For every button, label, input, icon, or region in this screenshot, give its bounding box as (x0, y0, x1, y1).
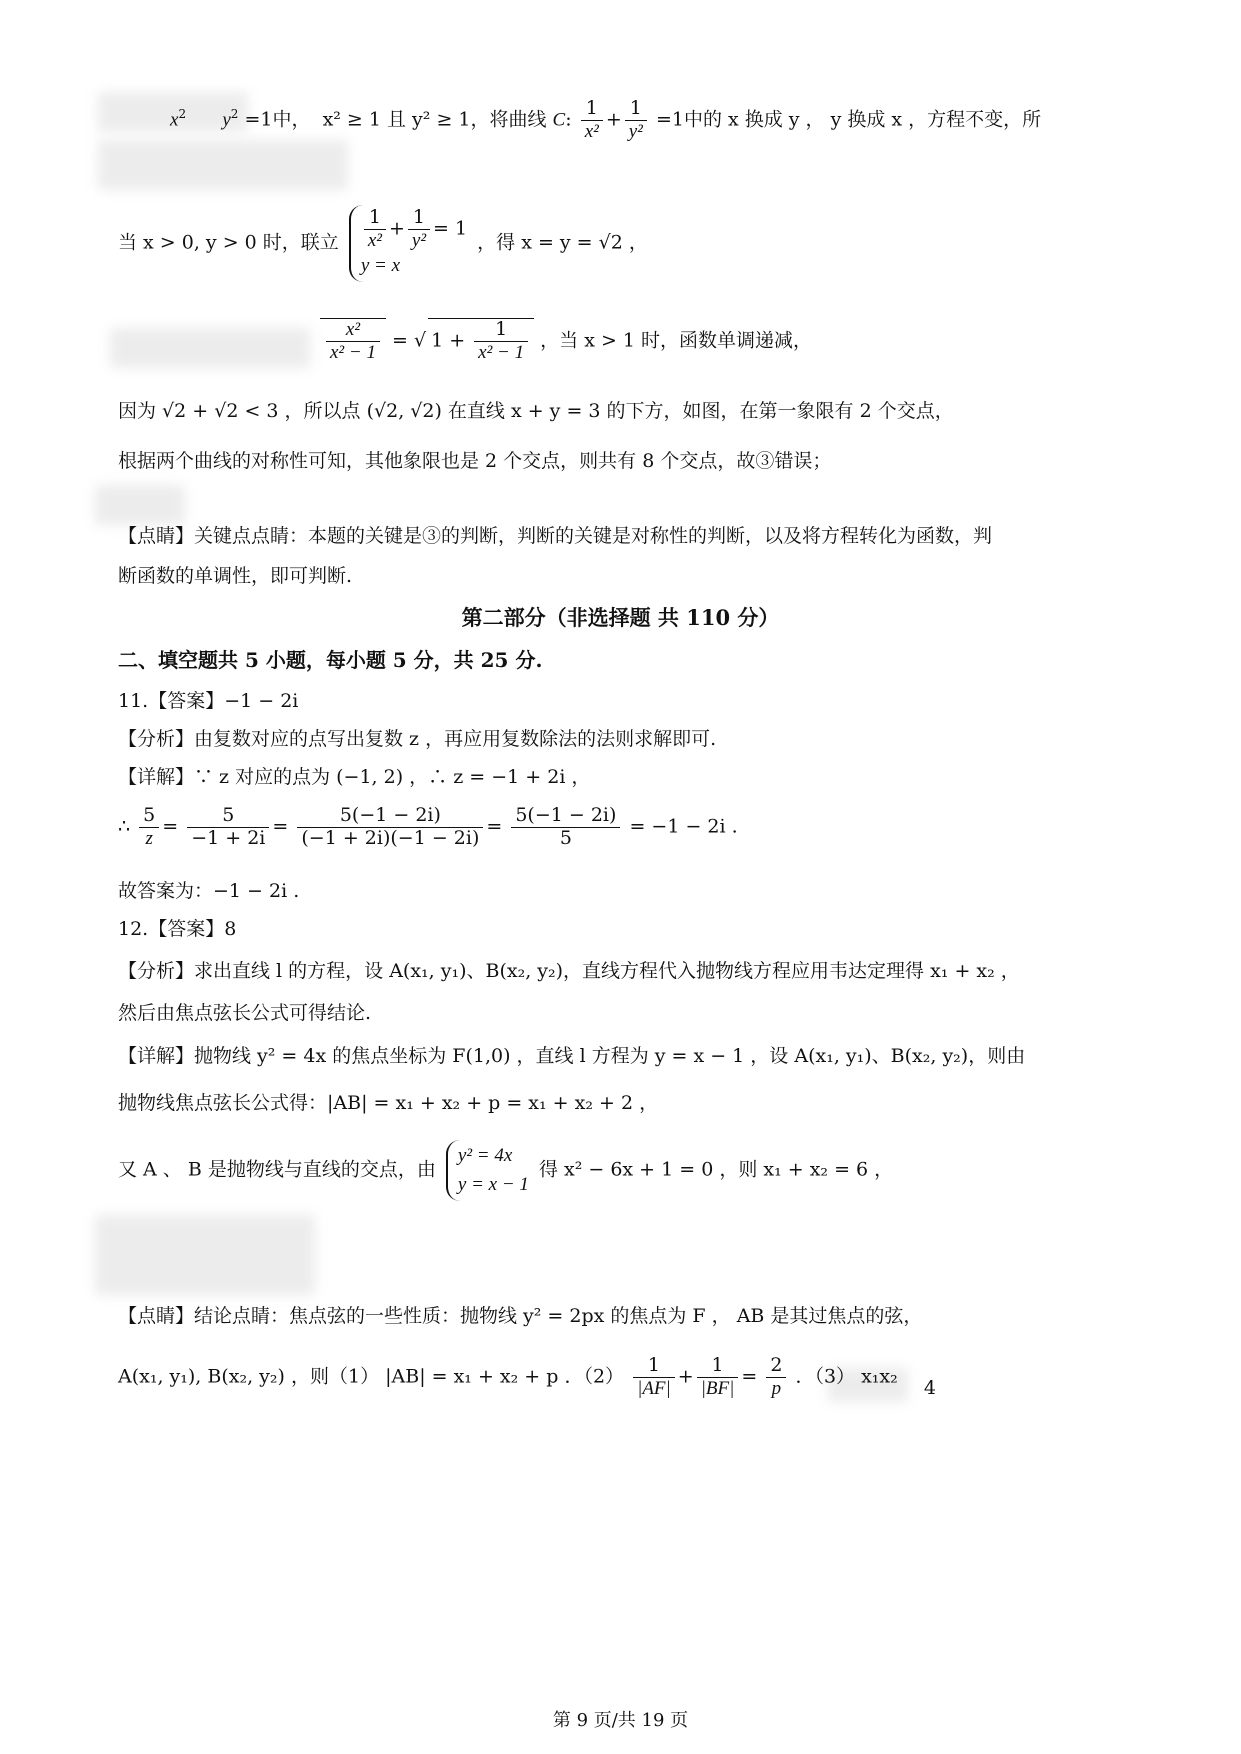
q11-calc-tail: = −1 − 2i . (629, 815, 738, 838)
q12-detail3-prefix: 又 A 、 B 是抛物线与直线的交点，由 (118, 1158, 436, 1181)
q12-note-2: A(x₁, y₁), B(x₂, y₂) ，则（1） |AB| = x₁ + x₂ + p ．（2） $\frac{1}{|AF|}$ + $\frac{1}{|BF|}$ = $\frac{2}{p}$ ．（3） x₁x₂ 4 (118, 1354, 936, 1400)
system2-eq1: y² = 4x (457, 1145, 513, 1166)
q12-analysis-1: 【分析】求出直线 l 的方程，设 A(x₁, y₁)、B(x₂, y₂)，直线方程代入抛物线方程应用韦达定理得 x₁ + x₂ ， (118, 960, 1020, 982)
fraction-1-over-x2: $\frac{1}{\text{x²}}$ (581, 98, 603, 143)
q12-detail-1: 【详解】抛物线 y² = 4x 的焦点坐标为 F(1,0) ，直线 l 方程为 y = x − 1 ，设 A(x₁, y₁)、B(x₂, y₂)，则由 (118, 1045, 1026, 1067)
y2-fragment: y (222, 109, 231, 131)
section-subtitle: 二、填空题共 5 小题，每小题 5 分，共 25 分. (118, 648, 543, 672)
obscured-region-5 (95, 1215, 315, 1295)
q12-answer: 12.【答案】8 (118, 918, 237, 940)
obscured-region-4 (95, 485, 185, 525)
q11-conclusion: 故答案为：−1 − 2i . (118, 880, 300, 902)
x2-fragment: x (170, 109, 179, 131)
q11-answer: 11.【答案】−1 − 2i (118, 690, 299, 712)
line3-tail: ，当 x > 1 时，函数单调递减， (540, 329, 813, 352)
line-3: $\frac{\text{x²}}{\text{x² − 1}}$ = √ 1 + $\frac{1}{\text{x² − 1}}$ ，当 x > 1 时，函数单调递减， (318, 318, 812, 364)
line-7: 断函数的单调性，即可判断. (118, 565, 353, 587)
line1-swap: =1中的 x 换成 y ， y 换成 x ，方程不变，所 (655, 108, 1042, 131)
obscured-region-2 (98, 140, 348, 190)
line2-result: ，得 x = y = √2 ， (477, 231, 648, 254)
q12-detail3-tail: 得 x² − 6x + 1 = 0 ，则 x₁ + x₂ = 6 ， (538, 1158, 894, 1181)
equation-system-1: $\frac{1}{\text{x²}}$ + $\frac{1}{\text{y²}}$ = 1 y = x (349, 205, 467, 282)
q12-detail-3 (118, 1140, 893, 1201)
line-4: 因为 √2 + √2 < 3 ，所以点 (√2, √2) 在直线 x + y = 3 的下方，如图，在第一象限有 2 个交点， (118, 400, 954, 422)
line1-prefix: =1中， (244, 108, 311, 131)
q11-detail: 【详解】∵ z 对应的点为 (−1, 2) ，∴ z = −1 + 2i ， (118, 766, 591, 788)
q11-analysis: 【分析】由复数对应的点写出复数 z ，再应用复数除法的法则求解即可. (118, 728, 717, 750)
q12-note-1: 【点睛】结论点睛：焦点弦的一些性质：抛物线 y² = 2px 的焦点为 F ， AB 是其过焦点的弦， (118, 1305, 923, 1327)
line-2 (118, 205, 648, 282)
system-eq-y-equals-x: y = x (360, 254, 401, 276)
fraction-1-over-y2: $\frac{1}{\text{y²}}$ (625, 98, 647, 143)
line-1: $x^2$ $y^2 =1$中， x² ≥ 1 且 y² ≥ 1，将曲线 C: $\frac{1}{\text{x²}}$ + $\frac{1}{\text{y²}}$ =1中的 x 换成 y ， y 换成 x ，方程不变，所 (170, 97, 1042, 142)
page-footer: 第 9 页/共 19 页 (552, 1710, 689, 1731)
q12-note2-mid: ．（3） x₁x₂ (795, 1365, 898, 1388)
q12-analysis-2: 然后由焦点弦长公式可得结论. (118, 1002, 372, 1024)
q11-calculation: ∴ $\frac{5}{z}$ = $\frac{5}{-1 + 2i}$ = $\frac{5(-1 - 2i)}{(-1 + 2i)(-1 - 2i)}$ = $\frac{5(-1 - 2i)}{5}$ = −1 − 2i . (118, 804, 738, 849)
q12-note2-four: 4 (923, 1377, 936, 1400)
system2-eq2: y = x − 1 (457, 1173, 529, 1195)
line2-prefix: 当 x > 0, y > 0 时，联立 (118, 231, 339, 254)
line-5: 根据两个曲线的对称性可知，其他象限也是 2 个交点，则共有 8 个交点，故③错误； (118, 450, 832, 472)
equation-system-2 (446, 1140, 529, 1201)
obscured-region-3 (110, 328, 310, 368)
q12-note2-prefix: A(x₁, y₁), B(x₂, y₂) ，则（1） |AB| = x₁ + x₂ + p ．（2） (118, 1365, 625, 1388)
section-title: 第二部分（非选择题 共 110 分） (461, 605, 780, 630)
q12-detail-2: 抛物线焦点弦长公式得：|AB| = x₁ + x₂ + p = x₁ + x₂ + 2 ， (118, 1092, 659, 1114)
line-6: 【点睛】关键点点睛：本题的关键是③的判断，判断的关键是对称性的判断，以及将方程转化为函数，判 (118, 525, 993, 547)
line1-condition: x² ≥ 1 且 y² ≥ 1，将曲线 (322, 108, 547, 131)
